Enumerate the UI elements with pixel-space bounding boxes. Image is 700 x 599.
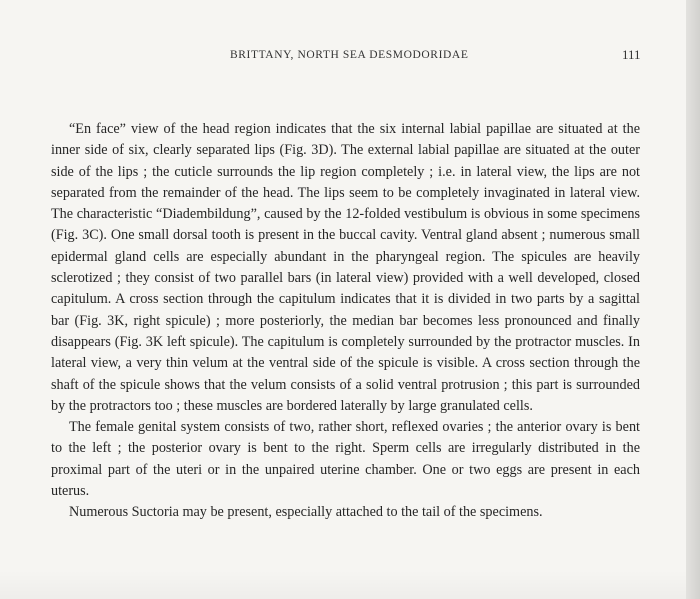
- page-number: 111: [622, 47, 641, 62]
- page-header: [0, 49, 686, 69]
- paragraph-suctoria: Numerous Suctoria may be present, especially attached to the tail of the specimens.: [69, 504, 543, 521]
- body-text: [51, 119, 640, 524]
- page-edge-shadow: [686, 0, 700, 599]
- paragraph-female-genital-system: The female genital system consists of two, rather short, reflexed ovaries ; the anterior ovary is bent to the left ; the posterior ovary is bent to the right. Sperm cells are irregularly distributed in the proximal part of the uteri or in the unpaired uterine chamber. One or two eggs are present in each uterus.: [51, 419, 640, 500]
- paragraph-head-region: “En face” view of the head region indicates that the six internal labial papillae are situated at the inner side of six, clearly separated lips (Fig. 3D). The external labial papillae are situated at the outer side of the lips ; the cuticle surrounds the lip region completely ; i.e. in lateral view, the lips are not separated from the remainder of the head. The lips seem to be completely invaginated in lateral view. The characteristic “Diadembildung”, caused by the 12-folded vestibulum is obvious in some specimens (Fig. 3C). One small dorsal tooth is present in the buccal cavity. Ventral gland absent ; numerous small epidermal gland cells are especially abundant in the pharyngeal region. The spicules are heavily sclerotized ; they consist of two parallel bars (in lateral view) provided with a well developed, closed capitulum. A cross section through the capitulum indicates that it is divided in two parts by a sagittal bar (Fig. 3K, right spicule) ; more posteriorly, the median bar becomes less pronounced and finally disappears (Fig. 3K left spicule). The capitulum is completely surrounded by the protractor muscles. In lateral view, a very thin velum at the ventral side of the spicule is visible. A cross section through the shaft of the spicule shows that the velum consists of a solid ventral protrusion ; this part is surrounded by the protractors too ; these muscles are bordered laterally by large granulated cells.: [51, 121, 640, 414]
- running-head: BRITTANY, NORTH SEA DESMODORIDAE: [230, 49, 469, 61]
- page-bottom-shade: [0, 570, 686, 599]
